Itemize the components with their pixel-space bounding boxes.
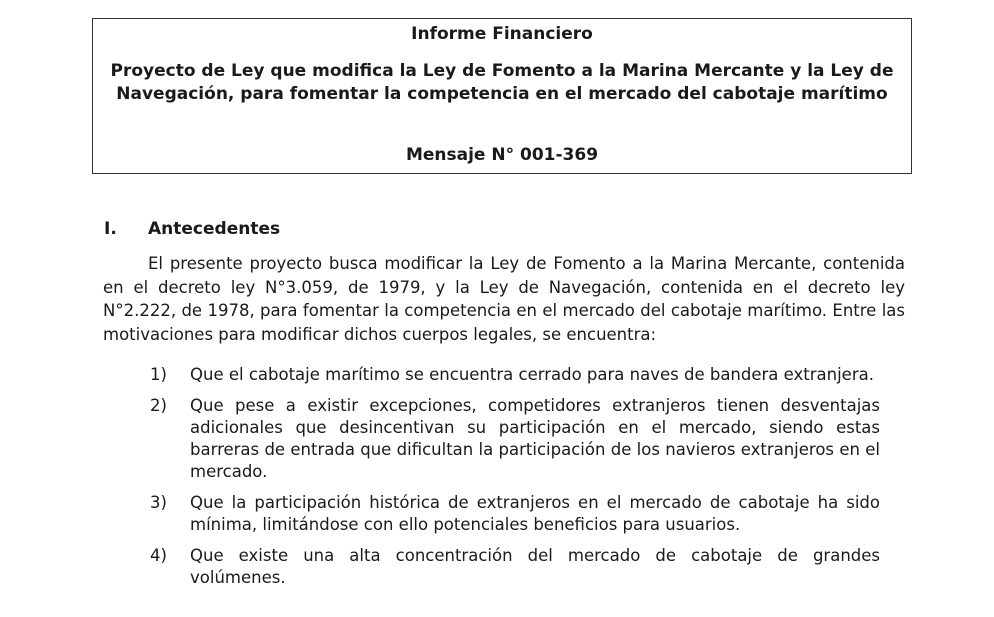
message-number: Mensaje N° 001-369 [405, 145, 599, 165]
report-title: Informe Financiero [411, 24, 593, 44]
section-title: Antecedentes [148, 219, 281, 239]
list-item-text: Que pese a existir excepciones, competidores extranjeros tienen desventajas adicionales que desincentivan su participación en el mercado, siendo estas barreras de entrada que dificultan la participación de los navieros extranjeros en el mercado. [190, 396, 880, 481]
list-item [150, 364, 910, 386]
list-item [150, 395, 910, 483]
motivations-list [150, 364, 910, 598]
list-item-number: 1) [150, 365, 167, 384]
list-item-text: Que el cabotaje marítimo se encuentra cerrado para naves de bandera extranjera. [190, 365, 874, 384]
list-item [150, 545, 910, 589]
list-item-text: Que existe una alta concentración del mercado de cabotaje de grandes volúmenes. [190, 546, 880, 587]
intro-paragraph: El presente proyecto busca modificar la Ley de Fomento a la Marina Mercante, contenida en el decreto ley N°3.059, de 1979, y la Ley de Navegación, contenida en el decreto ley N°2.222, de 1978, para fomentar la competencia en el mercado del cabotaje marítimo. Entre las motivaciones para modificar dichos cuerpos legales, se encuentra: [103, 254, 905, 344]
report-header-box [92, 18, 912, 174]
list-item [150, 492, 910, 536]
list-item-number: 3) [150, 493, 167, 512]
section-heading [104, 218, 280, 240]
list-item-number: 4) [150, 546, 167, 565]
report-subtitle: Proyecto de Ley que modifica la Ley de Fomento a la Marina Mercante y la Ley de Navegación, para fomentar la competencia en el mercado del cabotaje marítimo [110, 61, 894, 104]
list-item-text: Que la participación histórica de extranjeros en el mercado de cabotaje ha sido mínima, limitándose con ello potenciales beneficios para usuarios. [190, 493, 880, 534]
list-item-number: 2) [150, 396, 167, 415]
section-number: I. [104, 219, 117, 239]
